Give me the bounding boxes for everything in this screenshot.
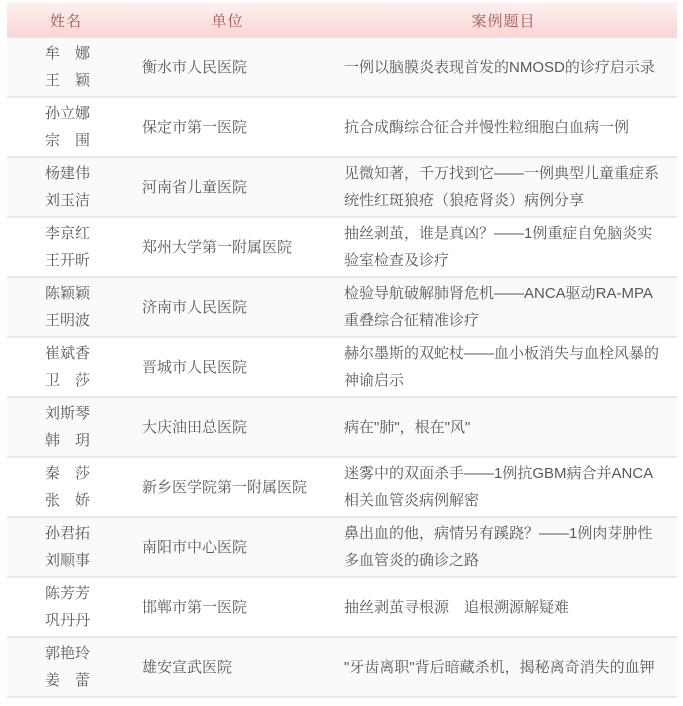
cell-names xyxy=(7,520,125,574)
cell-names xyxy=(7,40,125,94)
cell-hospital: 河南省儿童医院 xyxy=(142,178,248,196)
author-name-line2: 王 颖 xyxy=(45,72,91,89)
author-name-line2: 韩 玥 xyxy=(45,432,91,449)
table-row xyxy=(7,98,677,158)
author-name-line1: 秦 莎 xyxy=(45,465,91,482)
cell-names xyxy=(7,100,125,154)
cell-case-title: 抽丝剥茧寻根源 追根溯源解疑难 xyxy=(344,598,570,616)
table-row xyxy=(7,458,677,518)
author-name-line2: 宗 围 xyxy=(45,132,91,149)
table-row xyxy=(7,638,677,698)
cell-hospital: 新乡医学院第一附属医院 xyxy=(142,478,308,496)
cell-case-title: 赫尔墨斯的双蛇杖——血小板消失与血栓风暴的神谕启示 xyxy=(344,345,660,389)
author-name-line2: 巩丹丹 xyxy=(45,612,91,629)
cell-names xyxy=(7,280,125,334)
cell-case-title: 检验导航破解肺肾危机——ANCA驱动RA-MPA重叠综合征精准诊疗 xyxy=(344,285,653,329)
table-body xyxy=(7,38,677,698)
cell-hospital: 济南市人民医院 xyxy=(142,298,248,316)
cell-case-title: 抽丝剥茧，谁是真凶？——1例重症自免脑炎实验室检查及诊疗 xyxy=(344,225,653,269)
cell-hospital: 雄安宣武医院 xyxy=(142,658,233,676)
author-name-line1: 杨建伟 xyxy=(45,165,91,182)
column-header-case-title: 案例题目 xyxy=(471,12,536,30)
column-header-unit: 单位 xyxy=(211,12,244,30)
author-name-line1: 刘斯琴 xyxy=(45,405,91,422)
author-name-line2: 卫 莎 xyxy=(45,372,91,389)
author-name-line1: 郭艳玲 xyxy=(45,645,91,662)
table-row xyxy=(7,518,677,578)
table-row xyxy=(7,578,677,638)
cell-hospital: 晋城市人民医院 xyxy=(142,358,248,376)
cell-hospital: 南阳市中心医院 xyxy=(142,538,248,556)
cell-names xyxy=(7,220,125,274)
author-name-line2: 刘顺事 xyxy=(45,552,91,569)
cell-case-title: "牙齿离职"背后暗藏杀机，揭秘离奇消失的血钾 xyxy=(344,658,655,676)
table-row xyxy=(7,398,677,458)
cell-case-title: 病在"肺"，根在"风" xyxy=(344,418,471,436)
author-name-line1: 崔斌香 xyxy=(45,345,91,362)
cell-case-title: 一例以脑膜炎表现首发的NMOSD的诊疗启示录 xyxy=(344,58,655,76)
cell-case-title: 见微知著，千万找到它——一例典型儿童重症系统性红斑狼疮（狼疮肾炎）病例分享 xyxy=(344,165,660,209)
author-name-line2: 姜 蕾 xyxy=(45,672,91,689)
author-name-line2: 张 娇 xyxy=(45,492,91,509)
cell-hospital: 衡水市人民医院 xyxy=(142,58,248,76)
table-row xyxy=(7,278,677,338)
cell-hospital: 邯郸市第一医院 xyxy=(142,598,248,616)
author-name-line1: 李京红 xyxy=(45,225,91,242)
author-name-line1: 陈颖颖 xyxy=(45,285,91,302)
cell-names xyxy=(7,640,125,694)
author-name-line1: 陈芳芳 xyxy=(45,585,91,602)
cell-hospital: 保定市第一医院 xyxy=(142,118,248,136)
cell-names xyxy=(7,340,125,394)
table-row xyxy=(7,38,677,98)
author-name-line2: 王明波 xyxy=(45,312,91,329)
author-name-line1: 牟 娜 xyxy=(45,45,91,62)
cell-case-title: 抗合成酶综合征合并慢性粒细胞白血病一例 xyxy=(344,118,630,136)
cell-case-title: 鼻出血的他，病情另有蹊跷？——1例肉芽肿性多血管炎的确诊之路 xyxy=(344,525,653,569)
cell-hospital: 大庆油田总医院 xyxy=(142,418,248,436)
author-name-line1: 孙立娜 xyxy=(45,105,91,122)
cell-case-title: 迷雾中的双面杀手——1例抗GBM病合并ANCA相关血管炎病例解密 xyxy=(344,465,654,509)
cell-names xyxy=(7,160,125,214)
case-list-table xyxy=(7,2,677,698)
table-row xyxy=(7,158,677,218)
column-header-name: 姓名 xyxy=(49,12,82,30)
author-name-line1: 孙君拓 xyxy=(45,525,91,542)
author-name-line2: 刘玉洁 xyxy=(45,192,91,209)
cell-names xyxy=(7,400,125,454)
table-row xyxy=(7,218,677,278)
author-name-line2: 王开昕 xyxy=(45,252,91,269)
cell-names xyxy=(7,460,125,514)
cell-hospital: 郑州大学第一附属医院 xyxy=(142,238,293,256)
table-header-row xyxy=(7,2,677,38)
cell-names xyxy=(7,580,125,634)
table-row xyxy=(7,338,677,398)
